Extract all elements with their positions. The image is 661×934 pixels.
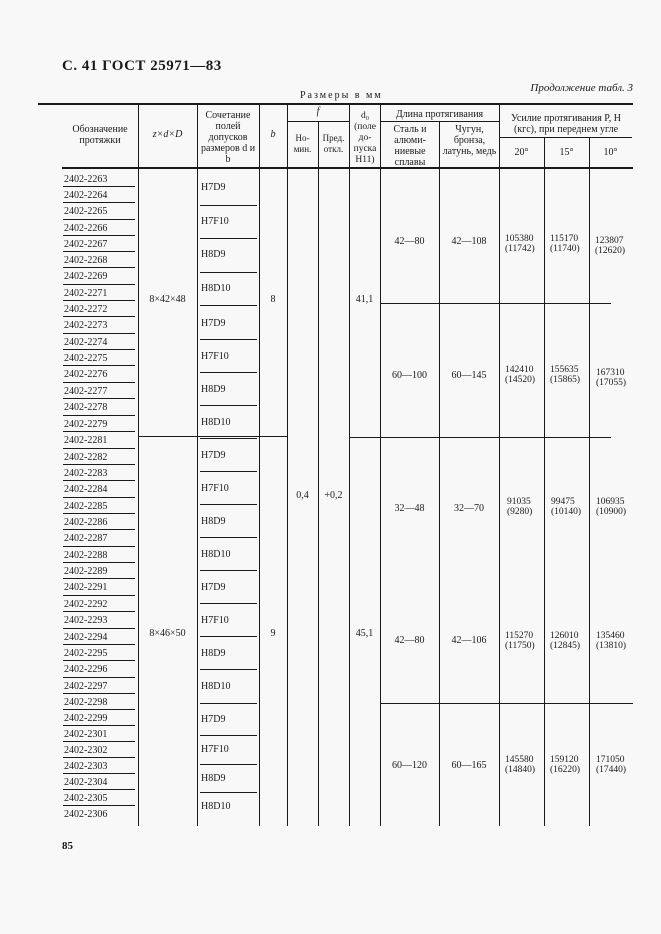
table-row-code: 2402-2286 (64, 517, 108, 528)
force-20-value: 105380 (11742) (505, 234, 535, 254)
header-f: f (316, 106, 320, 117)
length-iron-value: 42—108 (451, 236, 487, 247)
tolerance-label: H8D9 (201, 384, 226, 395)
tolerance-label: H8D9 (201, 773, 226, 784)
table-row-code: 2402-2287 (64, 533, 108, 544)
col-divider (544, 137, 545, 826)
block-divider (381, 303, 611, 304)
length-iron-value: 60—165 (451, 760, 487, 771)
tolerance-label: H7F10 (201, 744, 229, 755)
force-15-value: 115170 (11740) (550, 234, 580, 254)
page-number: 85 (62, 840, 73, 852)
table-row-code: 2402-2278 (64, 402, 108, 413)
table-row-code: 2402-2302 (64, 745, 108, 756)
header-zdD: z×d×D (152, 129, 183, 140)
length-steel-value: 60—120 (392, 760, 427, 771)
table-row-code: 2402-2263 (64, 174, 108, 185)
col-divider (287, 104, 288, 826)
col-divider (589, 137, 590, 826)
table-row-code: 2402-2284 (64, 484, 108, 495)
table-row-code: 2402-2275 (64, 353, 108, 364)
tolerance-label: H7D9 (201, 450, 226, 461)
tolerance-label: H8D10 (201, 549, 231, 560)
col-divider (138, 104, 139, 826)
header-length-iron: Чугун, бронза, латунь, медь (442, 124, 497, 157)
force-15-value: 99475 (10140) (551, 497, 582, 517)
tolerance-label: H8D9 (201, 516, 226, 527)
header-angle-20: 20° (514, 147, 529, 158)
header-angle-10: 10° (603, 147, 618, 158)
table-row-code: 2402-2294 (64, 632, 108, 643)
col-divider (259, 104, 260, 826)
table-row-code: 2402-2272 (64, 304, 108, 315)
zdD-value: 8×42×48 (149, 294, 186, 305)
group-divider (259, 436, 287, 437)
length-iron-value: 60—145 (451, 370, 487, 381)
length-steel-value: 32—48 (394, 503, 425, 514)
tolerance-label: H8D10 (201, 801, 231, 812)
table-row-code: 2402-2265 (64, 206, 108, 217)
header-b: b (270, 129, 276, 140)
tolerance-label: H7F10 (201, 615, 229, 626)
tolerance-label: H8D10 (201, 283, 231, 294)
d0-value: 45,1 (355, 628, 374, 639)
force-20-value: 145580 (14840) (505, 755, 536, 775)
table-row-code: 2402-2277 (64, 386, 108, 397)
table-row-code: 2402-2267 (64, 239, 108, 250)
col-divider (318, 121, 319, 826)
tolerance-label: H7F10 (201, 216, 229, 227)
b-value: 9 (270, 628, 276, 639)
force-20-value: 91035 (9280) (507, 497, 533, 517)
force-10-value: 123807 (12620) (595, 236, 626, 256)
force-10-value: 167310 (17055) (596, 368, 627, 388)
force-15-value: 159120 (16220) (550, 755, 581, 775)
header-designation: Обозначение протяжки (72, 124, 128, 146)
f-nominal-value: 0,4 (296, 490, 309, 501)
tolerance-label: H8D10 (201, 417, 231, 428)
force-10-value: 135460 (13810) (596, 631, 627, 651)
table-row-code: 2402-2295 (64, 648, 108, 659)
zdD-value: 8×46×50 (149, 628, 186, 639)
table-row-code: 2402-2285 (64, 501, 108, 512)
continued-label: Продолжение табл. 3 (530, 82, 633, 94)
header-f-nominal: Но-мин. (293, 133, 312, 154)
table-row-code: 2402-2306 (64, 809, 108, 820)
header-angle-15: 15° (559, 147, 574, 158)
length-steel-value: 42—80 (394, 236, 425, 247)
col-divider (439, 121, 440, 826)
length-iron-value: 32—70 (454, 503, 484, 514)
table-row-code: 2402-2301 (64, 729, 108, 740)
tolerance-label: H8D10 (201, 681, 231, 692)
header-force-group: Усилие протягивания P, Н (кгс), при переднем угле (511, 113, 621, 135)
header-length-steel: Сталь и алюми-ниевые сплавы (393, 124, 427, 168)
col-divider (499, 104, 500, 826)
f-deviation-value: +0,2 (324, 490, 343, 501)
table-row-code: 2402-2283 (64, 468, 108, 479)
table-row-code: 2402-2304 (64, 777, 108, 788)
tolerance-label: H8D9 (201, 249, 226, 260)
col-divider (197, 104, 198, 826)
table-row-code: 2402-2296 (64, 664, 108, 675)
table-row-code: 2402-2292 (64, 599, 108, 610)
table-row-code: 2402-2268 (64, 255, 108, 266)
d0-value: 41,1 (355, 294, 374, 305)
units-label: Размеры в мм (300, 90, 383, 101)
table-top-border (38, 103, 633, 105)
tolerance-label: H8D9 (201, 648, 226, 659)
force-10-value: 171050 (17440) (596, 755, 627, 775)
header-d0: d₀ (поле до-пуска H11) (353, 111, 377, 165)
tolerance-label: H7F10 (201, 351, 229, 362)
table-row-code: 2402-2281 (64, 435, 108, 446)
table-row-code: 2402-2299 (64, 713, 108, 724)
table-row-code: 2402-2266 (64, 223, 108, 234)
force-15-value: 155635 (15865) (550, 365, 581, 385)
length-iron-value: 42—106 (451, 635, 487, 646)
length-steel-value: 42—80 (394, 635, 425, 646)
table-row-code: 2402-2297 (64, 681, 108, 692)
force-20-value: 115270 (11750) (505, 631, 535, 651)
force-15-value: 126010 (12845) (550, 631, 581, 651)
table-row-code: 2402-2291 (64, 582, 108, 593)
page-header: С. 41 ГОСТ 25971—83 (62, 58, 222, 74)
table-row-code: 2402-2303 (64, 761, 108, 772)
table-row-code: 2402-2273 (64, 320, 108, 331)
force-10-value: 106935 (10900) (596, 497, 627, 517)
table-row-code: 2402-2271 (64, 288, 108, 299)
force-subheader-line (499, 137, 632, 138)
table-row-code: 2402-2276 (64, 369, 108, 380)
table-row-code: 2402-2305 (64, 793, 108, 804)
table-row-code: 2402-2264 (64, 190, 108, 201)
tolerance-label: H7D9 (201, 582, 226, 593)
tolerance-label: H7D9 (201, 318, 226, 329)
table-row-code: 2402-2298 (64, 697, 108, 708)
length-steel-value: 60—100 (392, 370, 427, 381)
header-f-deviation: Пред. откл. (322, 133, 345, 154)
header-bottom-border (62, 167, 633, 169)
b-value: 8 (270, 294, 276, 305)
group-divider (138, 436, 259, 437)
tolerance-label: H7F10 (201, 483, 229, 494)
block-divider (349, 437, 611, 438)
table-row-code: 2402-2288 (64, 550, 108, 561)
col-divider (380, 104, 381, 826)
table-row-code: 2402-2279 (64, 419, 108, 430)
tolerance-label: H7D9 (201, 182, 226, 193)
table-row-code: 2402-2274 (64, 337, 108, 348)
block-divider (381, 703, 633, 704)
table-row-code: 2402-2293 (64, 615, 108, 626)
table-row-code: 2402-2289 (64, 566, 108, 577)
col-divider (349, 104, 350, 826)
tolerance-label: H7D9 (201, 714, 226, 725)
header-length-group: Длина протягивания (395, 109, 484, 120)
table-row-code: 2402-2282 (64, 452, 108, 463)
force-20-value: 142410 (14520) (505, 365, 536, 385)
header-tolerance-combo: Сочетание полей допусков размеров d и b (200, 110, 256, 165)
table-row-code: 2402-2269 (64, 271, 108, 282)
